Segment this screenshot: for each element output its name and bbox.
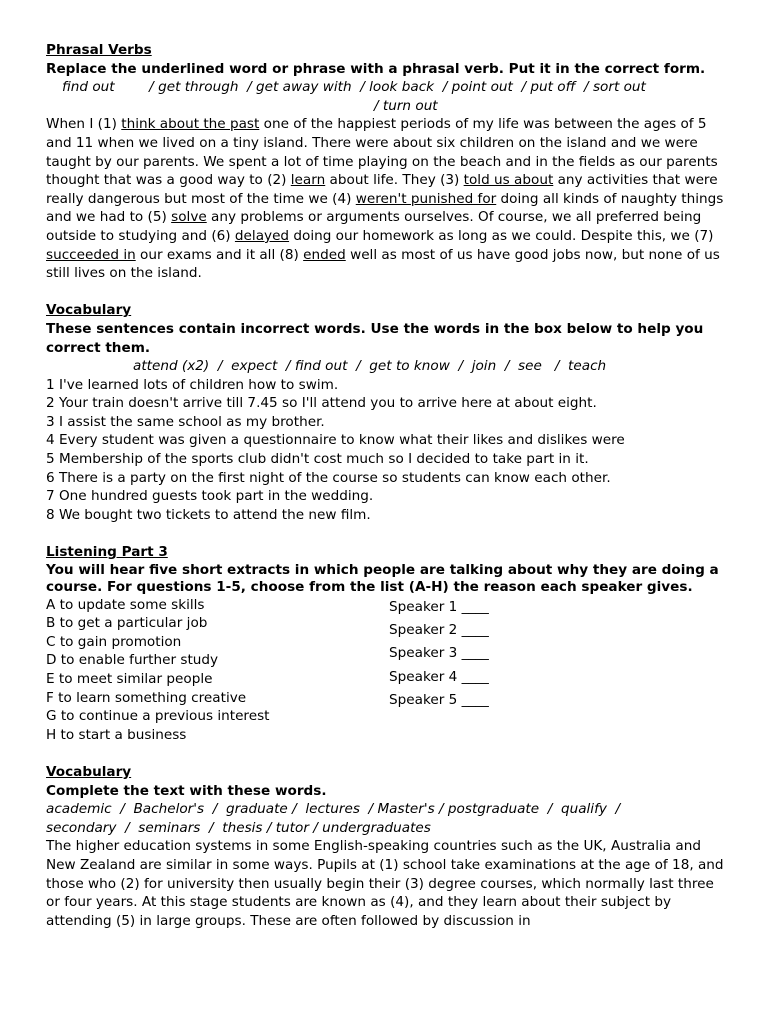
listening-instruction: You will hear five short extracts in which people are talking about why they are doing a course. For questions 1-5, choose from the list (A-H) the reason each speaker gives.	[46, 561, 719, 595]
underlined-phrase: ended	[303, 246, 346, 263]
spacer	[46, 744, 726, 763]
sentence-item: 3 I assist the same school as my brother.	[46, 413, 325, 430]
paragraph-text: doing our homework as long as we could. Despite this, we (7)	[289, 227, 714, 244]
sentence-item: 6 There is a party on the first night of the course so students can know each other.	[46, 469, 611, 486]
vocabulary-instruction: These sentences contain incorrect words. Use the words in the box below to help you correct them.	[46, 320, 704, 356]
reason-item: H to start a business	[46, 726, 187, 743]
sentence-item: 4 Every student was given a questionnaire to know what their likes and dislikes were	[46, 432, 625, 449]
vocabulary2-title: Vocabulary	[46, 763, 132, 780]
phrasal-verbs-instruction: Replace the underlined word or phrase with a phrasal verb. Put it in the correct form.	[46, 60, 706, 77]
speaker-answer-4[interactable]: Speaker 4 ____	[389, 668, 489, 685]
underlined-phrase: delayed	[234, 227, 290, 244]
phrasal-verbs-title: Phrasal Verbs	[46, 42, 152, 58]
underlined-phrase: solve	[171, 209, 207, 226]
paragraph-text: When I (1)	[46, 116, 122, 133]
vocabulary2-options: academic / Bachelor's / graduate / lectures / Master's / postgraduate / qualify /	[46, 801, 621, 818]
reason-item: F to learn something creative	[46, 689, 247, 706]
vocabulary2-instruction: Complete the text with these words.	[46, 782, 327, 799]
underlined-phrase: told us about	[463, 172, 554, 189]
reason-item: E to meet similar people	[46, 671, 213, 687]
sentence-item: 7 One hundred guests took part in the wedding.	[46, 488, 374, 505]
paragraph-text: any problems or arguments ourselves. Of course, we all preferred being outside to studying and (6)	[46, 209, 702, 244]
vocabulary-sentences	[46, 376, 726, 525]
reason-item: D to enable further study	[46, 652, 219, 669]
speaker-answer-1[interactable]: Speaker 1 ____	[389, 598, 489, 615]
vocabulary-options: attend (x2) / expect / find out / get to know / join / see / teach	[133, 358, 607, 375]
speaker-list	[389, 596, 726, 745]
vocabulary2-options-cont: secondary / seminars / thesis / tutor / undergraduates	[46, 819, 431, 836]
paragraph-text: about life. They (3)	[325, 172, 464, 189]
paragraph-text: one of the happiest periods of my life was between the ages of 5 and 11 when we lived on a tiny island. There were about six children on the island and we were taught by our parents. We spent a lot of time playing on the beach and in the fields as our parents thought that was a good way to (2)	[46, 116, 718, 189]
reason-item: C to gain promotion	[46, 633, 182, 650]
document-content	[46, 41, 726, 930]
listening-columns	[46, 596, 726, 745]
vocabulary-title: Vocabulary	[46, 302, 132, 319]
paragraph-text: doing all kinds of naughty things and we had to (5)	[46, 190, 724, 226]
reason-item: A to update some skills	[46, 596, 205, 613]
spacer	[46, 283, 726, 302]
underlined-phrase: succeeded in	[46, 246, 136, 263]
paragraph-text: our exams and it all (8)	[135, 246, 304, 263]
underlined-phrase: learn	[290, 172, 326, 189]
reason-list	[46, 596, 389, 745]
underlined-phrase: weren't punished for	[355, 190, 497, 207]
sentence-item: 8 We bought two tickets to attend the new film.	[46, 506, 371, 523]
reason-item: G to continue a previous interest	[46, 708, 270, 725]
phrasal-verbs-options: find out / get through / get away with / look back / point out / put off / sort out	[62, 79, 646, 96]
reason-item: B to get a particular job	[46, 615, 208, 632]
sentence-item: 1 I've learned lots of children how to swim.	[46, 376, 339, 393]
paragraph-text: well as most of us have good jobs now, but none of us still lives on the island.	[46, 246, 720, 282]
phrasal-verbs-paragraph	[46, 115, 726, 282]
sentence-item: 5 Membership of the sports club didn't cost much so I decided to take part in it.	[46, 451, 589, 468]
underlined-phrase: think about the past	[121, 116, 260, 133]
listening-title: Listening Part 3	[46, 544, 168, 561]
spacer	[46, 524, 726, 543]
speaker-answer-5[interactable]: Speaker 5 ____	[389, 692, 489, 709]
vocabulary2-paragraph: The higher education systems in some English-speaking countries such as the UK, Australia and New Zealand are similar in some ways. Pupils at (1) school take examinations at the age of 18, and those who (2) for university then usually begin their (3) degree courses, which normally last three or four years. At this stage students are known as (4), and they learn about their subject by attending (5) in large groups. These are often followed by discussion in	[46, 838, 724, 929]
speaker-answer-2[interactable]: Speaker 2 ____	[389, 622, 489, 639]
phrasal-verbs-options-cont: / turn out	[374, 97, 438, 114]
speaker-answer-3[interactable]: Speaker 3 ____	[389, 645, 489, 662]
sentence-item: 2 Your train doesn't arrive till 7.45 so I'll attend you to arrive here at about eight.	[46, 395, 597, 412]
paragraph-text: any activities that were really dangerous but most of the time we (4)	[46, 172, 718, 207]
